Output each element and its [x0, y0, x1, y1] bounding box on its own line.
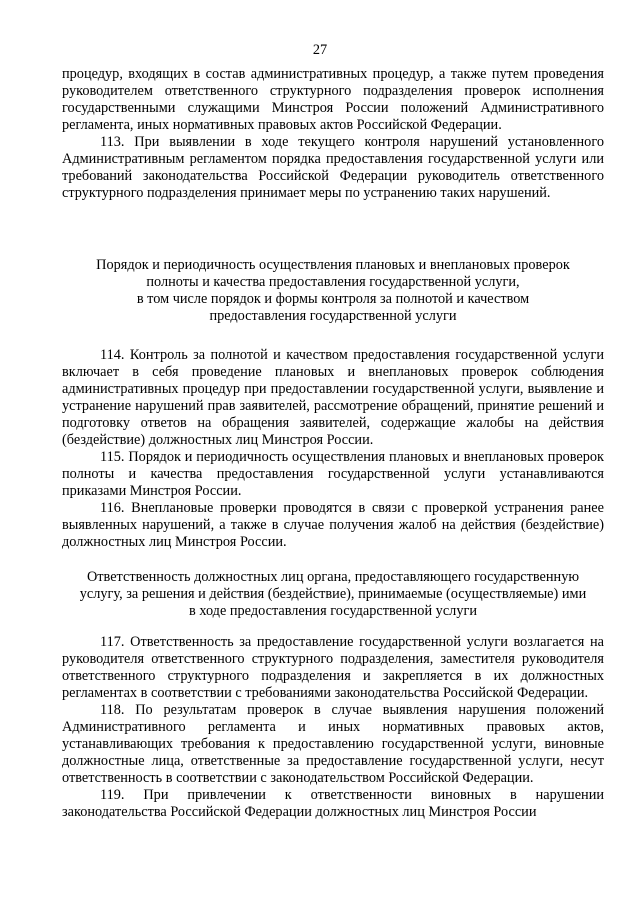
section-responsibility — [62, 634, 604, 821]
heading-line: предоставления государственной услуги — [209, 308, 457, 324]
heading-line: Порядок и периодичность осуществления плановых и внеплановых проверок — [96, 257, 570, 273]
heading-line: в том числе порядок и формы контроля за полнотой и качеством — [136, 291, 530, 307]
paragraph-119: 119. При привлечении к ответственности виновных в нарушении законодательства Российской Федерации должностных лиц Минстроя России — [62, 787, 604, 820]
paragraph-114: 114. Контроль за полнотой и качеством предоставления государственной услуги включает в себя проведение плановых и внеплановых проверок соблюдения административных процедур при предоставлении государственной услуги, выявление и устранение нарушений прав заявителей, рассмотрение обращений, принятие решений и подготовку ответов на обращения заявителей, содержащие жалобы на действия (бездействие) должностных лиц Минстроя России. — [62, 347, 604, 448]
heading-line: Ответственность должностных лиц органа, предоставляющего государственную — [86, 569, 580, 585]
section-inspections — [62, 347, 604, 551]
section-current-control — [62, 66, 604, 202]
heading-line: услугу, за решения и действия (бездействие), принимаемые (осуществляемые) ими — [79, 586, 587, 602]
heading-inspection-procedure — [62, 257, 604, 325]
heading-line: в ходе предоставления государственной услуги — [189, 603, 477, 619]
paragraph-continuation: процедур, входящих в состав административных процедур, а также путем проведения руководителем ответственного структурного подразделения проверок исполнения государственными служащими Минстроя России положений Административного регламента, иных нормативных правовых актов Российской Федерации. — [62, 66, 604, 133]
paragraph-116: 116. Внеплановые проверки проводятся в связи с проверкой устранения ранее выявленных нарушений, а также в случае получения жалоб на действия (бездействие) должностных лиц Минстроя России. — [62, 500, 604, 550]
paragraph-113: 113. При выявлении в ходе текущего контроля нарушений установленного Административным регламентом порядка предоставления государственной услуги или требований законодательства Российской Федерации руководитель ответственного структурного подразделения принимает меры по устранению таких нарушений. — [62, 134, 604, 201]
paragraph-118: 118. По результатам проверок в случае выявления нарушения положений Административного регламента и иных нормативных правовых актов, устанавливающих требования к предоставлению государственной услуги, виновные должностные лица, ответственные за предоставление государственной услуги, несут ответственность в соответствии с законодательством Российской Федерации. — [62, 702, 604, 786]
heading-line: полноты и качества предоставления государственной услуги, — [146, 274, 520, 290]
paragraph-117: 117. Ответственность за предоставление государственной услуги возлагается на руководителя ответственного структурного подразделения, заместителя руководителя ответственного структурного подразделения и закрепляется в их должностных регламентах в соответствии с требованиями законодательства Российской Федерации. — [62, 634, 604, 701]
paragraph-115: 115. Порядок и периодичность осуществления плановых и внеплановых проверок полноты и качества предоставления государственной услуги устанавливаются приказами Минстроя России. — [62, 449, 604, 499]
page-number: 27 — [312, 42, 328, 58]
heading-official-responsibility — [62, 569, 604, 620]
